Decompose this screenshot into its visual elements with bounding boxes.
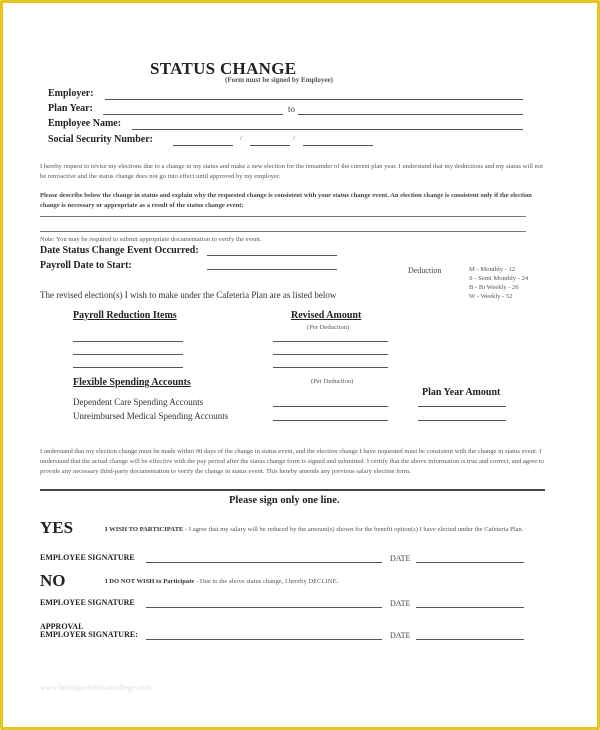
no-date-label: DATE	[390, 599, 411, 608]
no-statement-bold: I DO NOT WISH to Participate	[105, 578, 195, 585]
yes-employee-signature-field[interactable]	[146, 562, 382, 563]
employee-name-label: Employee Name:	[48, 118, 122, 129]
ssn-field-3[interactable]	[303, 145, 373, 146]
no-statement-text: - Due to the above status change, I hereby DECLINE.	[194, 578, 339, 585]
revised-amount-line-3[interactable]	[273, 367, 388, 368]
no-date-field[interactable]	[416, 607, 524, 608]
event-date-label: Date Status Change Event Occurred:	[40, 245, 199, 256]
yes-statement	[105, 525, 550, 535]
medical-amount-field[interactable]	[273, 420, 388, 421]
payroll-item-line-1[interactable]	[73, 341, 183, 342]
payroll-item-line-2[interactable]	[73, 354, 183, 355]
employer-label: Employer:	[48, 88, 94, 99]
describe-paragraph: Please describe below the change in status and explain why the requested change is consistent with your status change event. An election change is consistent only if the election change is necessary or appropriate as a result of the status change event:	[40, 192, 532, 209]
dependent-care-amount-field[interactable]	[273, 406, 388, 407]
plan-year-start-field[interactable]	[103, 114, 283, 115]
event-date-field[interactable]	[207, 255, 337, 256]
sign-heading: Please sign only one line.	[229, 495, 340, 506]
dependent-care-annual-field[interactable]	[418, 406, 506, 407]
section-divider	[40, 489, 545, 491]
employer-field[interactable]	[105, 99, 523, 100]
employer-date-field[interactable]	[416, 639, 524, 640]
yes-date-label: DATE	[390, 554, 411, 563]
form-title: STATUS CHANGE	[150, 59, 297, 78]
revised-amount-line-2[interactable]	[273, 354, 388, 355]
no-employee-signature-field[interactable]	[146, 607, 382, 608]
no-statement	[105, 578, 338, 585]
payroll-date-label: Payroll Date to Start:	[40, 260, 132, 271]
revised-amount-line-1[interactable]	[273, 341, 388, 342]
plan-year-end-field[interactable]	[298, 114, 523, 115]
form-subtitle: (Form must be signed by Employee)	[225, 76, 333, 84]
request-paragraph: I hereby request to revise my elections due to a change in my status and make a new election for the remainder of the current plan year. I understand that my deductions and my status will not be retroactive and the status change does not go into effect until approved by my employer.	[40, 163, 543, 180]
fsa-item-medical: Unreimbursed Medical Spending Accounts	[73, 411, 229, 421]
payroll-date-field[interactable]	[207, 269, 337, 270]
plan-year-amount-heading: Plan Year Amount	[422, 387, 501, 398]
describe-line-1[interactable]	[40, 216, 526, 217]
medical-annual-field[interactable]	[418, 420, 506, 421]
no-label: NO	[40, 571, 66, 590]
employer-signature-label: EMPLOYER SIGNATURE:	[40, 630, 138, 639]
describe-line-2[interactable]	[40, 231, 526, 232]
fsa-per-deduction: (Per Deduction)	[311, 378, 354, 385]
yes-employee-signature-label: EMPLOYEE SIGNATURE	[40, 553, 135, 562]
ssn-field-1[interactable]	[173, 145, 233, 146]
ssn-label: Social Security Number:	[48, 134, 153, 145]
ssn-field-2[interactable]	[250, 145, 290, 146]
deduction-code-semimonthly: S - Semi Monthly - 24	[469, 275, 529, 282]
deduction-code-monthly: M - Monthly - 12	[469, 266, 516, 273]
payroll-reduction-heading: Payroll Reduction Items	[73, 310, 177, 321]
employee-name-field[interactable]	[132, 129, 523, 130]
ssn-separator-1: /	[240, 135, 242, 142]
revised-amount-heading: Revised Amount	[291, 310, 362, 321]
fsa-item-dependent-care: Dependent Care Spending Accounts	[73, 397, 204, 407]
yes-statement-text: - I agree that my salary will be reduced by the amount(s) shown for the benefit option(s) I have elected under the Cafeteria Plan.	[183, 526, 524, 533]
plan-year-label: Plan Year:	[48, 103, 93, 114]
yes-date-field[interactable]	[416, 562, 524, 563]
ssn-separator-2: /	[293, 135, 295, 142]
payroll-item-line-3[interactable]	[73, 367, 183, 368]
note-text: Note: You may be required to submit appropriate documentation to verify the event.	[40, 236, 262, 243]
deduction-label: Deduction	[408, 266, 442, 275]
yes-statement-bold: I WISH TO PARTICIPATE	[105, 526, 184, 533]
deduction-code-biweekly: B - Bi Weekly - 26	[469, 284, 519, 291]
deduction-code-weekly: W - Weekly - 52	[469, 293, 513, 300]
fsa-heading: Flexible Spending Accounts	[73, 377, 191, 388]
no-employee-signature-label: EMPLOYEE SIGNATURE	[40, 598, 135, 607]
per-deduction-label: (Per Deduction)	[307, 324, 350, 331]
employer-date-label: DATE	[390, 631, 411, 640]
yes-label: YES	[40, 518, 74, 537]
employer-signature-field[interactable]	[146, 639, 382, 640]
plan-year-to-label: to	[288, 104, 296, 114]
revised-intro: The revised election(s) I wish to make under the Cafeteria Plan are as listed below	[40, 290, 337, 300]
approval-label: APPROVAL	[40, 622, 84, 631]
watermark: www.heritagechristiancollege.com	[40, 683, 151, 692]
understand-paragraph: I understand that my election change must be made within 90 days of the change in status event, and the election change I have requested must be consistent with the change in status event. I understand that the actual change will be effective with the pay period after the status change form is signed and submitted. I certify that the above information is true and correct, and agree to provide any necessary third-party documentation to verify the change in status event. This hereby amends any previous salary election form.	[40, 448, 544, 475]
